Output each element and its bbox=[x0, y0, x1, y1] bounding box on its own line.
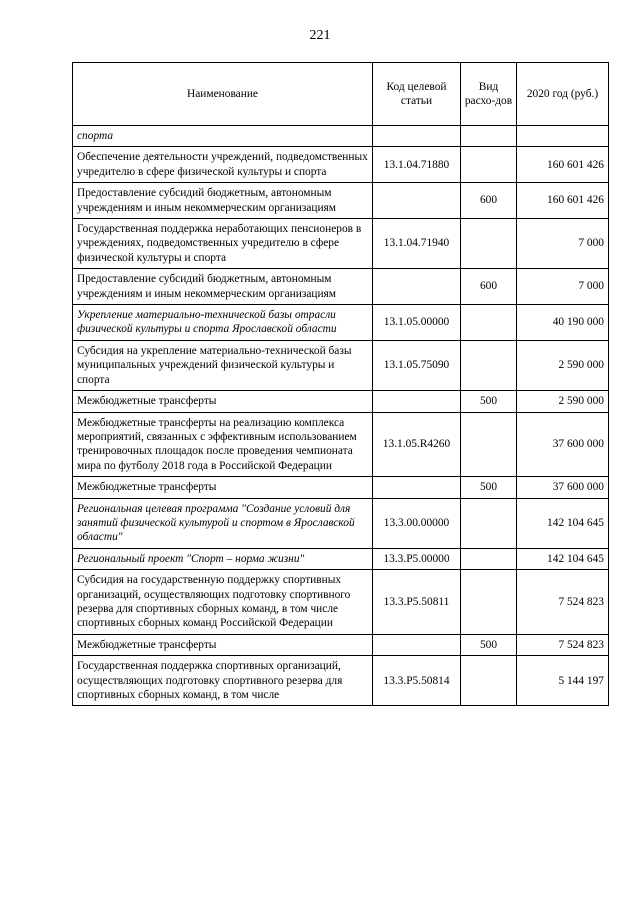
row-type bbox=[461, 340, 517, 390]
row-amount: 37 600 000 bbox=[517, 412, 609, 477]
row-amount: 142 104 645 bbox=[517, 498, 609, 548]
row-type: 500 bbox=[461, 477, 517, 498]
header-amount: 2020 год (руб.) bbox=[517, 63, 609, 126]
row-amount: 2 590 000 bbox=[517, 340, 609, 390]
row-amount: 5 144 197 bbox=[517, 656, 609, 706]
row-name: Региональная целевая программа "Создание условий для занятий физической культурой и спортом в Ярославской области" bbox=[73, 498, 373, 548]
row-code: 13.1.05.R4260 bbox=[373, 412, 461, 477]
row-code bbox=[373, 477, 461, 498]
row-code: 13.1.04.71940 bbox=[373, 219, 461, 269]
row-amount: 7 000 bbox=[517, 219, 609, 269]
row-name: Государственная поддержка спортивных организаций, осуществляющих подготовку спортивного резерва для спортивных сборных команд, в том числе bbox=[73, 656, 373, 706]
row-name: Субсидия на укрепление материально-технической базы муниципальных учреждений физической культуры и спорта bbox=[73, 340, 373, 390]
row-code: 13.1.05.00000 bbox=[373, 305, 461, 341]
page-number: 221 bbox=[309, 28, 331, 43]
row-amount bbox=[517, 126, 609, 147]
row-amount: 142 104 645 bbox=[517, 548, 609, 569]
row-name: Региональный проект "Спорт – норма жизни" bbox=[73, 548, 373, 569]
row-name: Межбюджетные трансферты bbox=[73, 634, 373, 655]
row-name: Субсидия на государственную поддержку спортивных организаций, осуществляющих подготовку спортивного резерва для спортивных сборных команд, в том числе спортивных сборных команд Российской Федерации bbox=[73, 570, 373, 635]
row-amount: 37 600 000 bbox=[517, 477, 609, 498]
row-type: 500 bbox=[461, 391, 517, 412]
row-name: Межбюджетные трансферты bbox=[73, 391, 373, 412]
row-amount: 2 590 000 bbox=[517, 391, 609, 412]
row-code: 13.3.00.00000 bbox=[373, 498, 461, 548]
table-row bbox=[73, 183, 609, 219]
table-row bbox=[73, 391, 609, 412]
row-type bbox=[461, 570, 517, 635]
budget-table bbox=[72, 62, 609, 706]
row-amount: 7 524 823 bbox=[517, 634, 609, 655]
row-name: Обеспечение деятельности учреждений, подведомственных учредителю в сфере физической культуры и спорта bbox=[73, 147, 373, 183]
table-row bbox=[73, 269, 609, 305]
table-row bbox=[73, 570, 609, 635]
row-code: 13.1.05.75090 bbox=[373, 340, 461, 390]
row-code bbox=[373, 634, 461, 655]
row-type bbox=[461, 548, 517, 569]
row-code bbox=[373, 183, 461, 219]
row-name: Предоставление субсидий бюджетным, автономным учреждениям и иным некоммерческим организациям bbox=[73, 269, 373, 305]
table-row bbox=[73, 477, 609, 498]
table-row bbox=[73, 126, 609, 147]
row-name: спорта bbox=[73, 126, 373, 147]
row-amount: 160 601 426 bbox=[517, 183, 609, 219]
row-name: Предоставление субсидий бюджетным, автономным учреждениям и иным некоммерческим организациям bbox=[73, 183, 373, 219]
table-row bbox=[73, 412, 609, 477]
row-code bbox=[373, 269, 461, 305]
row-type: 600 bbox=[461, 183, 517, 219]
row-amount: 7 524 823 bbox=[517, 570, 609, 635]
table-row bbox=[73, 147, 609, 183]
row-name: Укрепление материально-технической базы отрасли физической культуры и спорта Ярославской области bbox=[73, 305, 373, 341]
header-type: Вид расхо-дов bbox=[461, 63, 517, 126]
row-name: Межбюджетные трансферты bbox=[73, 477, 373, 498]
table-row bbox=[73, 498, 609, 548]
row-type bbox=[461, 126, 517, 147]
table-row bbox=[73, 340, 609, 390]
header-code: Код целевой статьи bbox=[373, 63, 461, 126]
row-name: Государственная поддержка неработающих пенсионеров в учреждениях, подведомственных учредителю в сфере физической культуры и спорта bbox=[73, 219, 373, 269]
row-type bbox=[461, 498, 517, 548]
row-amount: 40 190 000 bbox=[517, 305, 609, 341]
row-type bbox=[461, 147, 517, 183]
row-code: 13.3.P5.50814 bbox=[373, 656, 461, 706]
row-code bbox=[373, 126, 461, 147]
table-row bbox=[73, 548, 609, 569]
row-type bbox=[461, 656, 517, 706]
table-row bbox=[73, 656, 609, 706]
row-code: 13.3.P5.00000 bbox=[373, 548, 461, 569]
row-type bbox=[461, 412, 517, 477]
row-type bbox=[461, 219, 517, 269]
row-amount: 160 601 426 bbox=[517, 147, 609, 183]
table-row bbox=[73, 634, 609, 655]
row-code bbox=[373, 391, 461, 412]
table-header-row bbox=[73, 63, 609, 126]
row-amount: 7 000 bbox=[517, 269, 609, 305]
table-row bbox=[73, 305, 609, 341]
header-name: Наименование bbox=[73, 63, 373, 126]
row-name: Межбюджетные трансферты на реализацию комплекса мероприятий, связанных с эффективным использованием тренировочных площадок после проведения чемпионата мира по футболу 2018 года в Российской Федерации bbox=[73, 412, 373, 477]
row-code: 13.1.04.71880 bbox=[373, 147, 461, 183]
row-type bbox=[461, 305, 517, 341]
table-row bbox=[73, 219, 609, 269]
row-type: 600 bbox=[461, 269, 517, 305]
row-code: 13.3.P5.50811 bbox=[373, 570, 461, 635]
row-type: 500 bbox=[461, 634, 517, 655]
